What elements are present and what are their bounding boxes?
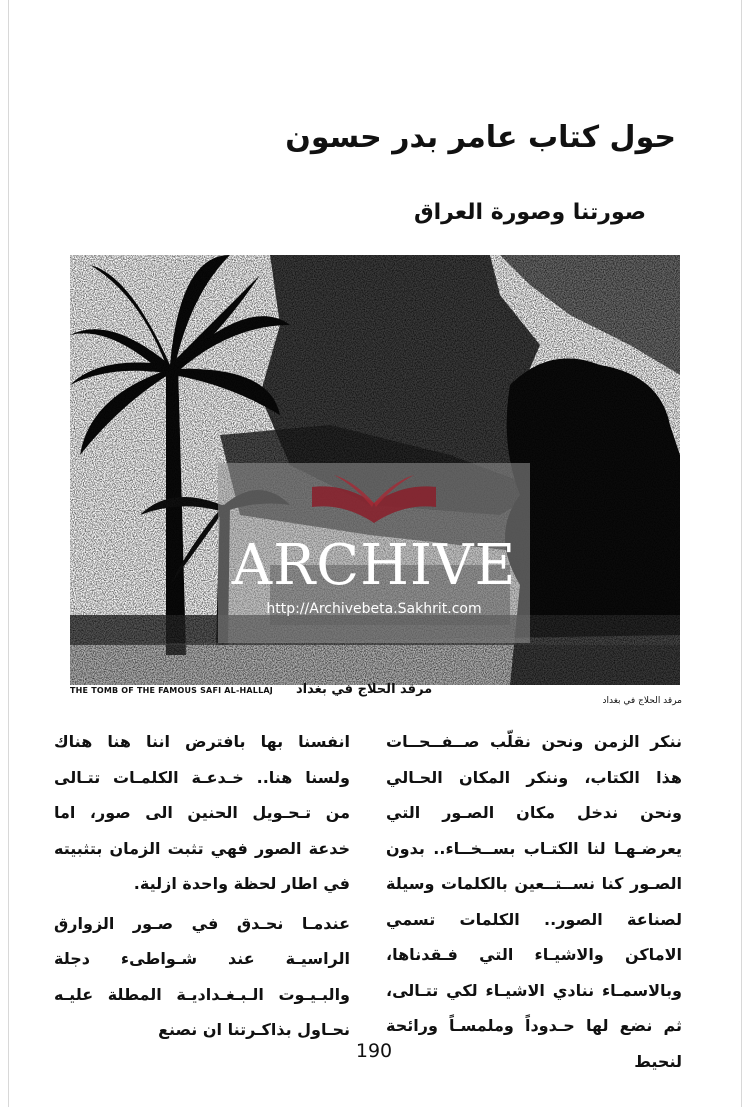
page-title: حول كتاب عامر بدر حسون (285, 120, 676, 155)
photo-caption-arabic-small: مرقد الحلاج في بغداد (602, 696, 682, 706)
page-edge-left (8, 0, 9, 1107)
archive-watermark (218, 463, 530, 643)
paragraph: ننكر الزمن ونحن نقلّب صــفــحــات هذا الكتاب، وننكر المكان الحـالي ونحن ندخل مكان الصـور التي يعرضـهـا لنا الكتـاب بســخــاء.. بدون الصـور كنا نســتــعين بالكلمات وسيلة لصناعة الصور.. الكلمات تسمي الاماكن والاشيـاء التي فـقدناها، وبالاسمـاء ننادي الاشيـاء لكي تتـالى، ثم نضع لها حـدوداً وملمسـاً ورائحة لنحيط (386, 732, 682, 1071)
watermark-text: ARCHIVE (231, 533, 517, 598)
paragraph: انفسنا بها بافترض اننا هنا هناك ولسنا هنا.. خـدعـة الكلمـات تتـالى من تـحـويل الحنين الى صور، اما خدعة الصور فهي تثبت الزمان بتثبيته في اطار لحظة واحدة ازلية. (54, 732, 350, 893)
watermark-url: http://Archivebeta.Sakhrit.com (266, 601, 482, 617)
photo-caption-english: THE TOMB OF THE FAMOUS SAFI AL-HALLAJ (70, 686, 273, 695)
text-column-right (386, 724, 682, 1079)
page-number: 190 (355, 1040, 393, 1062)
article-subtitle: صورتنا وصورة العراق (413, 200, 646, 225)
book-logo-icon (304, 473, 444, 533)
page-edge-right (741, 0, 742, 1107)
photo-caption-arabic: مرقد الحلاج في بغداد (296, 682, 433, 697)
paragraph: عندمـا نحـدق في صـور الزوارق الراسيـة عند شـواطىء دجلة والبـيـوت الـبـغـداديـة المطلة عليـه نحـاول بذاكـرتنا ان نصنع (54, 913, 350, 1039)
text-column-left (54, 724, 350, 1048)
